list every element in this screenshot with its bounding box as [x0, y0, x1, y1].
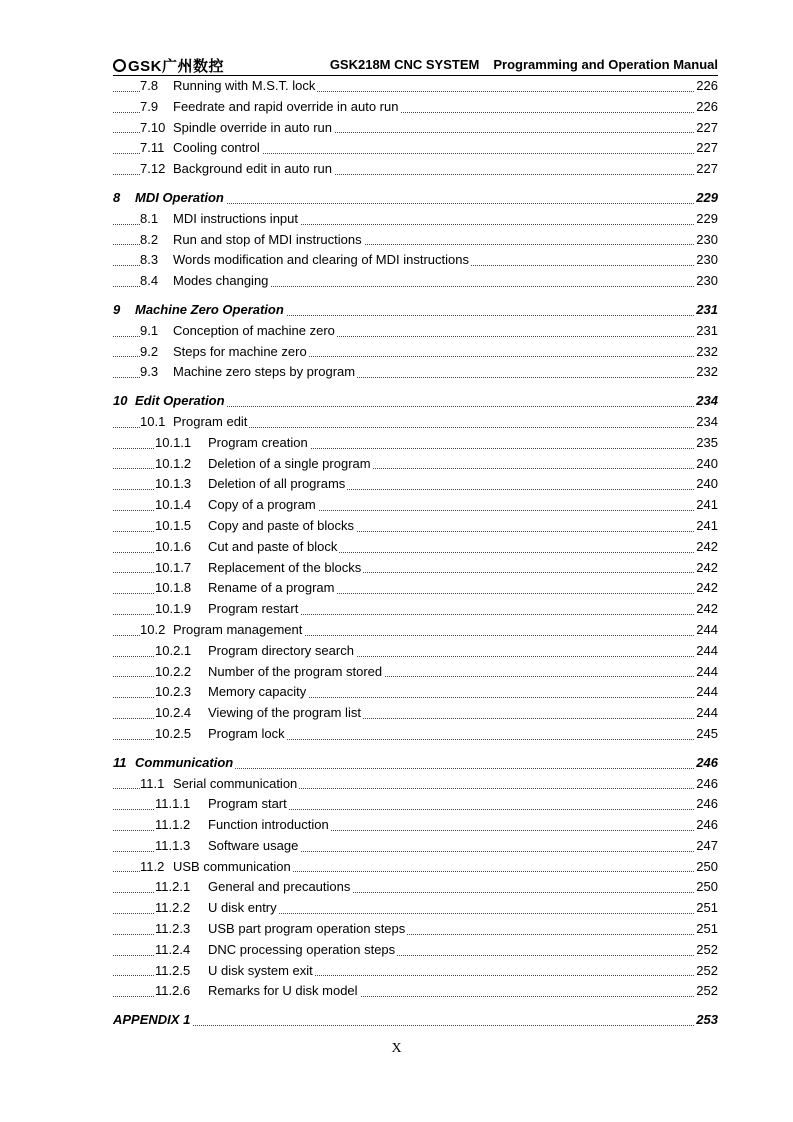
toc-entry-label — [155, 516, 356, 537]
toc-entry-label — [140, 342, 309, 363]
toc-entry-number: 11.2.2 — [155, 900, 191, 916]
toc-entry-page: 229 — [694, 209, 718, 230]
toc-entry[interactable] — [113, 703, 718, 724]
toc-entry-title: Spindle override in auto run — [173, 119, 332, 135]
toc-entry-number: 8.3 — [140, 252, 159, 268]
toc-entry-title: USB part program operation steps — [208, 921, 406, 937]
toc-entry-label — [140, 271, 270, 292]
toc-entry-title: Rename of a program — [208, 580, 335, 596]
toc-entry-page: 242 — [694, 558, 718, 579]
logo-ring-icon — [113, 59, 126, 72]
toc-entry-page: 251 — [694, 919, 718, 940]
toc-entry[interactable] — [113, 961, 718, 982]
toc-entry-title: Conception of machine zero — [173, 322, 335, 338]
toc-entry-page: 234 — [694, 412, 718, 433]
toc-entry-number: 10.1.6 — [155, 538, 192, 554]
toc-entry-page: 242 — [694, 578, 718, 599]
toc-chapter-entry[interactable] — [113, 300, 718, 321]
toc-entry[interactable] — [113, 412, 718, 433]
toc-entry[interactable] — [113, 774, 718, 795]
toc-entry-label — [155, 495, 318, 516]
toc-entry-title: Program lock — [208, 725, 285, 741]
toc-entry-page: 232 — [694, 362, 718, 383]
toc-entry-title: Program management — [173, 621, 303, 637]
toc-entry-number: 11.2.4 — [155, 941, 191, 957]
toc-entry-title: Viewing of the program list — [208, 705, 361, 721]
toc-entry[interactable] — [113, 620, 718, 641]
toc-entry-label — [155, 641, 356, 662]
toc-entry-title: Deletion of all programs — [208, 476, 346, 492]
toc-entry-page: 242 — [694, 599, 718, 620]
toc-entry-title: Background edit in auto run — [173, 161, 332, 177]
toc-entry-number: 11.2.1 — [155, 879, 191, 895]
toc-entry-page: 242 — [694, 537, 718, 558]
toc-chapter-entry[interactable] — [113, 753, 718, 774]
toc-entry-number: 11.1 — [140, 775, 165, 791]
toc-entry-label — [140, 620, 304, 641]
toc-entry-page: 240 — [694, 454, 718, 475]
toc-entry-label — [155, 537, 339, 558]
toc-entry-number: 9.3 — [140, 364, 159, 380]
toc-entry[interactable] — [113, 454, 718, 475]
toc-entry-label — [155, 433, 310, 454]
toc-entry[interactable] — [113, 159, 718, 180]
toc-entry-title: Modes changing — [173, 273, 269, 289]
toc-entry-page: 229 — [694, 188, 718, 209]
toc-entry-title: Program creation — [208, 434, 308, 450]
dot-leader — [113, 1025, 718, 1026]
manual-name: Programming and Operation Manual — [493, 57, 718, 72]
toc-entry[interactable] — [113, 118, 718, 139]
toc-entry-label — [155, 981, 360, 1002]
toc-entry-number: 8 — [113, 189, 121, 205]
toc-entry-title: U disk system exit — [208, 962, 313, 978]
toc-entry-title: Cut and paste of block — [208, 538, 338, 554]
toc-entry-page: 226 — [694, 97, 718, 118]
toc-entry-page: 245 — [694, 724, 718, 745]
toc-entry-number: 10.2.2 — [155, 663, 192, 679]
toc-entry-title: Program edit — [173, 413, 248, 429]
toc-entry[interactable] — [113, 815, 718, 836]
toc-entry-number: 11.2.3 — [155, 921, 191, 937]
toc-entry-title: Steps for machine zero — [173, 343, 307, 359]
toc-entry-number: 7.9 — [140, 98, 159, 114]
toc-entry-page: 252 — [694, 981, 718, 1002]
toc-entry-label — [140, 230, 364, 251]
toc-entry-title: Program restart — [208, 601, 299, 617]
toc-entry[interactable] — [113, 836, 718, 857]
toc-entry-label — [140, 250, 471, 271]
toc-entry-label — [140, 412, 249, 433]
toc-entry-page: 227 — [694, 118, 718, 139]
toc-entry-label — [155, 662, 384, 683]
toc-entry-title: Remarks for U disk model — [208, 983, 358, 999]
toc-entry-page: 250 — [694, 877, 718, 898]
toc-entry-title: APPENDIX 1 — [113, 1012, 191, 1028]
toc-entry-number: 9.1 — [140, 322, 159, 338]
toc-entry[interactable] — [113, 433, 718, 454]
toc-entry-label — [113, 300, 286, 321]
toc-entry[interactable] — [113, 558, 718, 579]
toc-entry-number: 9 — [113, 301, 121, 317]
company-logo — [113, 55, 224, 76]
toc-entry-label — [155, 794, 289, 815]
toc-entry-label — [155, 578, 336, 599]
toc-entry-page: 244 — [694, 620, 718, 641]
toc-entry-page: 246 — [694, 794, 718, 815]
toc-entry-page: 247 — [694, 836, 718, 857]
toc-entry-title: Memory capacity — [208, 684, 307, 700]
toc-entry-label — [155, 961, 315, 982]
toc-entry-number: 11.2 — [140, 858, 165, 874]
toc-entry-page: 250 — [694, 857, 718, 878]
toc-entry-label — [155, 558, 363, 579]
toc-entry-page: 234 — [694, 391, 718, 412]
toc-entry-number: 7.11 — [140, 140, 165, 156]
toc-entry-page: 251 — [694, 898, 718, 919]
toc-entry-number: 10.1.7 — [155, 559, 192, 575]
toc-entry[interactable] — [113, 578, 718, 599]
toc-entry-label — [155, 724, 287, 745]
toc-entry-number: 10 — [113, 393, 128, 409]
toc-entry-page: 227 — [694, 138, 718, 159]
toc-entry-number: 11.1.2 — [155, 817, 191, 833]
toc-entry-label — [140, 97, 400, 118]
toc-entry[interactable] — [113, 516, 718, 537]
toc-entry[interactable] — [113, 981, 718, 1002]
toc-entry-title: Cooling control — [173, 140, 260, 156]
toc-entry-page: 230 — [694, 271, 718, 292]
toc-entry[interactable] — [113, 209, 718, 230]
toc-entry-number: 8.1 — [140, 210, 159, 226]
toc-entry-label — [140, 362, 357, 383]
toc-entry[interactable] — [113, 877, 718, 898]
logo-text: GSK广州数控 — [128, 58, 225, 75]
toc-entry[interactable] — [113, 250, 718, 271]
toc-entry-title: MDI instructions input — [173, 210, 298, 226]
toc-entry-label — [113, 753, 235, 774]
toc-entry-label — [140, 774, 299, 795]
toc-entry-title: Running with M.S.T. lock — [173, 78, 316, 93]
toc-entry-page: 252 — [694, 940, 718, 961]
toc-entry[interactable] — [113, 662, 718, 683]
toc-entry-number: 11 — [113, 754, 127, 770]
toc-entry[interactable] — [113, 940, 718, 961]
toc-entry-page: 235 — [694, 433, 718, 454]
toc-entry-page: 246 — [694, 774, 718, 795]
toc-entry-number: 9.2 — [140, 343, 159, 359]
toc-chapter-entry[interactable] — [113, 188, 718, 209]
toc-entry-page: 252 — [694, 961, 718, 982]
toc-entry-label — [155, 919, 407, 940]
toc-entry-title: Program start — [208, 796, 287, 812]
toc-entry-title: General and precautions — [208, 879, 351, 895]
toc-entry-title: Feedrate and rapid override in auto run — [173, 98, 399, 114]
toc-entry-label — [155, 877, 352, 898]
toc-entry-label — [113, 188, 226, 209]
toc-entry-number: 11.1.1 — [155, 796, 191, 812]
toc-entry[interactable] — [113, 682, 718, 703]
toc-entry-title: Replacement of the blocks — [208, 559, 362, 575]
toc-entry[interactable] — [113, 321, 718, 342]
toc-entry-page: 231 — [694, 300, 718, 321]
page-number: X — [391, 1041, 402, 1056]
toc-entry-title: Software usage — [208, 837, 299, 853]
toc-entry[interactable] — [113, 342, 718, 363]
toc-chapter-entry[interactable] — [113, 1010, 718, 1031]
toc-entry-number: 8.4 — [140, 273, 159, 289]
system-name: GSK218M CNC SYSTEM — [329, 57, 480, 72]
toc-entry-title: DNC processing operation steps — [208, 941, 396, 957]
toc-entry[interactable] — [113, 537, 718, 558]
toc-entry-number: 7.8 — [140, 78, 159, 93]
toc-entry-title: Edit Operation — [135, 393, 225, 409]
toc-entry[interactable] — [113, 271, 718, 292]
toc-entry-number: 11.2.6 — [155, 983, 191, 999]
toc-entry-page: 232 — [694, 342, 718, 363]
toc-entry-number: 10.2.1 — [155, 642, 192, 658]
toc-entry-label — [140, 159, 334, 180]
toc-entry-title: Run and stop of MDI instructions — [173, 231, 362, 247]
toc-entry-number: 10.2.3 — [155, 684, 192, 700]
toc-entry-number: 10.2.4 — [155, 705, 192, 721]
toc-entry-label — [155, 703, 363, 724]
toc-entry-label — [140, 138, 262, 159]
toc-entry[interactable] — [113, 97, 718, 118]
toc-entry-page: 240 — [694, 474, 718, 495]
toc-entry[interactable] — [113, 919, 718, 940]
toc-entry-page: 244 — [694, 641, 718, 662]
toc-entry-title: Copy and paste of blocks — [208, 517, 354, 533]
toc-entry-label — [155, 682, 308, 703]
toc-entry-number: 7.10 — [140, 119, 166, 135]
toc-entry-number: 10.1.2 — [155, 455, 192, 471]
toc-entry-label — [155, 836, 300, 857]
toc-entry-page: 244 — [694, 682, 718, 703]
toc-entry-number: 10.1.5 — [155, 517, 192, 533]
toc-entry-label — [155, 474, 347, 495]
manual-title — [330, 57, 718, 72]
toc-entry-title: Deletion of a single program — [208, 455, 371, 471]
toc-entry-title: Copy of a program — [208, 497, 316, 513]
toc-entry-label — [113, 1010, 192, 1031]
toc-entry[interactable] — [113, 362, 718, 383]
page-header — [113, 55, 718, 75]
toc-entry-title: Function introduction — [208, 817, 329, 833]
toc-entry-title: Words modification and clearing of MDI instructions — [173, 252, 469, 268]
toc-entry[interactable] — [113, 641, 718, 662]
toc-entry[interactable] — [113, 230, 718, 251]
toc-entry[interactable] — [113, 724, 718, 745]
toc-entry-title: Serial communication — [173, 775, 298, 791]
toc-entry[interactable] — [113, 138, 718, 159]
toc-entry-label — [155, 454, 373, 475]
toc-entry-number: 10.2 — [140, 621, 166, 637]
toc-entry-number: 10.1.4 — [155, 497, 192, 513]
toc-entry-number: 7.12 — [140, 161, 166, 177]
toc-chapter-entry[interactable] — [113, 391, 718, 412]
toc-entry-label — [155, 815, 331, 836]
toc-entry-page: 230 — [694, 250, 718, 271]
toc-entry-label — [140, 76, 317, 97]
toc-entry-page: 227 — [694, 159, 718, 180]
toc-entry-page: 230 — [694, 230, 718, 251]
toc-entry-title: Communication — [135, 754, 234, 770]
table-of-contents — [113, 76, 718, 1031]
toc-entry[interactable] — [113, 857, 718, 878]
toc-entry-number: 10.1.1 — [155, 434, 192, 450]
toc-entry-label — [155, 599, 300, 620]
toc-entry-label — [155, 898, 279, 919]
toc-entry-label — [113, 391, 227, 412]
toc-entry[interactable] — [113, 474, 718, 495]
toc-entry-number: 11.1.3 — [155, 837, 191, 853]
toc-entry-page: 246 — [694, 815, 718, 836]
toc-entry-number: 10.1 — [140, 413, 166, 429]
toc-entry-number: 11.2.5 — [155, 962, 191, 978]
toc-entry-page: 241 — [694, 516, 718, 537]
toc-entry-page: 244 — [694, 703, 718, 724]
toc-entry-page: 231 — [694, 321, 718, 342]
toc-entry-title: Program directory search — [208, 642, 354, 658]
toc-entry-page: 253 — [694, 1010, 718, 1031]
toc-entry-title: Machine zero steps by program — [173, 364, 356, 380]
toc-entry-label — [140, 857, 293, 878]
toc-entry-label — [140, 209, 300, 230]
toc-entry-number: 10.1.8 — [155, 580, 192, 596]
toc-entry-number: 10.1.9 — [155, 601, 192, 617]
toc-entry[interactable] — [113, 495, 718, 516]
toc-entry-page: 226 — [694, 76, 718, 97]
toc-entry-title: Machine Zero Operation — [135, 301, 284, 317]
toc-entry-label — [140, 321, 337, 342]
toc-entry[interactable] — [113, 794, 718, 815]
toc-entry-page: 241 — [694, 495, 718, 516]
toc-entry[interactable] — [113, 76, 718, 97]
toc-entry-title: USB communication — [173, 858, 291, 874]
toc-entry-title: MDI Operation — [135, 189, 224, 205]
toc-entry[interactable] — [113, 599, 718, 620]
toc-entry[interactable] — [113, 898, 718, 919]
toc-entry-label — [140, 118, 334, 139]
toc-entry-page: 246 — [694, 753, 718, 774]
toc-entry-title: Number of the program stored — [208, 663, 383, 679]
toc-entry-page: 244 — [694, 662, 718, 683]
toc-entry-label — [155, 940, 397, 961]
toc-entry-title: U disk entry — [208, 900, 277, 916]
toc-entry-number: 8.2 — [140, 231, 159, 247]
toc-entry-number: 10.1.3 — [155, 476, 192, 492]
toc-entry-number: 10.2.5 — [155, 725, 192, 741]
